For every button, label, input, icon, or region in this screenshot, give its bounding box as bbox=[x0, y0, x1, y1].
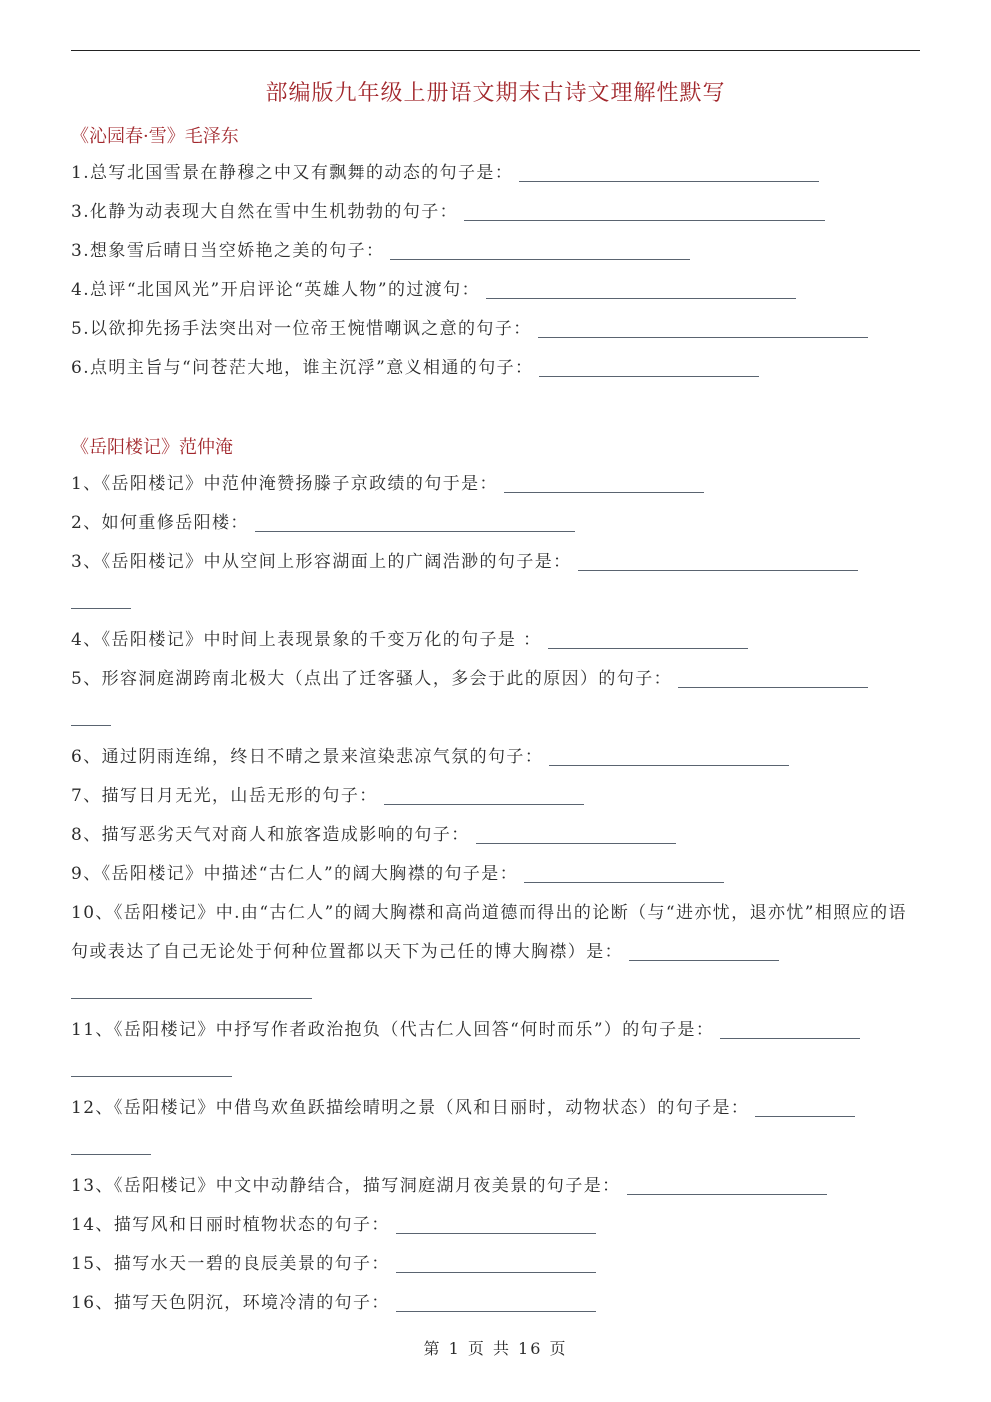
question-text: 10、《岳阳楼记》中.由“古仁人”的阔大胸襟和高尚道德而得出的论断（与“进亦忧，退亦忧”相照应的语句或表达了自己无论处于何种位置都以天下为己任的博大胸襟）是： bbox=[71, 903, 907, 962]
question-item bbox=[71, 738, 921, 777]
answer-blank-continued[interactable] bbox=[71, 998, 312, 999]
answer-blank[interactable] bbox=[578, 569, 858, 571]
question-item bbox=[71, 504, 921, 543]
question-text: 16、描写天色阴沉，环境冷清的句子： bbox=[71, 1293, 390, 1313]
page-title: 部编版九年级上册语文期末古诗文理解性默写 bbox=[265, 81, 726, 106]
question-item bbox=[71, 1089, 921, 1128]
answer-blank-continued[interactable] bbox=[71, 1154, 151, 1155]
question-item bbox=[71, 1284, 921, 1323]
question-item bbox=[71, 777, 921, 816]
answer-blank[interactable] bbox=[476, 842, 676, 844]
answer-blank[interactable] bbox=[396, 1232, 596, 1234]
answer-blank[interactable] bbox=[464, 219, 825, 221]
question-text: 6、通过阴雨连绵，终日不晴之景来渲染悲凉气氛的句子： bbox=[71, 747, 544, 767]
answer-blank[interactable] bbox=[538, 336, 868, 338]
question-item bbox=[71, 1167, 921, 1206]
answer-blank-continued[interactable] bbox=[71, 608, 131, 609]
question-text: 3.想象雪后晴日当空娇艳之美的句子： bbox=[71, 241, 385, 261]
question-item bbox=[71, 310, 921, 349]
question-text: 8、描写恶劣天气对商人和旅客造成影响的句子： bbox=[71, 825, 470, 845]
answer-blank[interactable] bbox=[629, 959, 779, 961]
question-text: 4、《岳阳楼记》中时间上表现景象的千变万化的句子是 ： bbox=[71, 630, 542, 650]
question-text: 12、《岳阳楼记》中借鸟欢鱼跃描绘晴明之景（风和日丽时，动物状态）的句子是： bbox=[71, 1098, 750, 1118]
question-text: 4.总评“北国风光”开启评论“英雄人物”的过渡句： bbox=[71, 280, 480, 300]
question-text: 15、描写水天一碧的良辰美景的句子： bbox=[71, 1254, 390, 1274]
question-text: 5、形容洞庭湖跨南北极大（点出了迁客骚人，多会于此的原因）的句子： bbox=[71, 669, 673, 689]
answer-blank[interactable] bbox=[396, 1271, 596, 1273]
question-item bbox=[71, 894, 921, 972]
question-text: 3.化静为动表现大自然在雪中生机勃勃的句子： bbox=[71, 202, 459, 222]
question-text: 6.点明主旨与“问苍茫大地，谁主沉浮”意义相通的句子： bbox=[71, 358, 534, 378]
section-heading-yueyanglouji: 《岳阳楼记》范仲淹 bbox=[71, 437, 233, 458]
answer-blank[interactable] bbox=[549, 764, 789, 766]
answer-blank[interactable] bbox=[390, 258, 690, 260]
question-item bbox=[71, 349, 921, 388]
section-heading-qinyuanchun: 《沁园春·雪》毛泽东 bbox=[71, 126, 239, 147]
question-text: 13、《岳阳楼记》中文中动静结合，描写洞庭湖月夜美景的句子是： bbox=[71, 1176, 621, 1196]
answer-blank[interactable] bbox=[384, 803, 584, 805]
answer-blank[interactable] bbox=[539, 375, 759, 377]
question-item bbox=[71, 465, 921, 504]
question-text: 1.总写北国雪景在静穆之中又有飘舞的动态的句子是： bbox=[71, 163, 514, 183]
question-item bbox=[71, 1206, 921, 1245]
answer-blank[interactable] bbox=[519, 180, 819, 182]
question-item bbox=[71, 855, 921, 894]
question-text: 5.以欲抑先扬手法突出对一位帝王惋惜嘲讽之意的句子： bbox=[71, 319, 532, 339]
answer-blank[interactable] bbox=[755, 1115, 855, 1117]
question-text: 2、如何重修岳阳楼： bbox=[71, 513, 249, 533]
answer-blank-continued[interactable] bbox=[71, 725, 111, 726]
question-item bbox=[71, 543, 921, 582]
question-text: 9、《岳阳楼记》中描述“古仁人”的阔大胸襟的句子是： bbox=[71, 864, 519, 884]
question-item bbox=[71, 660, 921, 699]
answer-blank[interactable] bbox=[504, 491, 704, 493]
question-text: 11、《岳阳楼记》中抒写作者政治抱负（代古仁人回答“何时而乐”）的句子是： bbox=[71, 1020, 715, 1040]
answer-blank[interactable] bbox=[255, 530, 575, 532]
question-item bbox=[71, 154, 921, 193]
answer-blank[interactable] bbox=[678, 686, 868, 688]
question-item bbox=[71, 193, 921, 232]
answer-blank[interactable] bbox=[524, 881, 724, 883]
question-text: 3、《岳阳楼记》中从空间上形容湖面上的广阔浩渺的句子是： bbox=[71, 552, 572, 572]
question-text: 14、描写风和日丽时植物状态的句子： bbox=[71, 1215, 390, 1235]
question-item bbox=[71, 1011, 921, 1050]
question-item bbox=[71, 621, 921, 660]
question-text: 1、《岳阳楼记》中范仲淹赞扬滕子京政绩的句于是： bbox=[71, 474, 498, 494]
question-item bbox=[71, 816, 921, 855]
page-number: 第 1 页 共 16 页 bbox=[423, 1339, 568, 1358]
question-item bbox=[71, 1245, 921, 1284]
answer-blank[interactable] bbox=[720, 1037, 860, 1039]
header-rule bbox=[71, 50, 920, 51]
question-item bbox=[71, 232, 921, 271]
question-item bbox=[71, 271, 921, 310]
answer-blank[interactable] bbox=[548, 647, 748, 649]
question-text: 7、描写日月无光，山岳无形的句子： bbox=[71, 786, 378, 806]
answer-blank[interactable] bbox=[486, 297, 796, 299]
answer-blank-continued[interactable] bbox=[71, 1076, 232, 1077]
answer-blank[interactable] bbox=[627, 1193, 827, 1195]
answer-blank[interactable] bbox=[396, 1310, 596, 1312]
